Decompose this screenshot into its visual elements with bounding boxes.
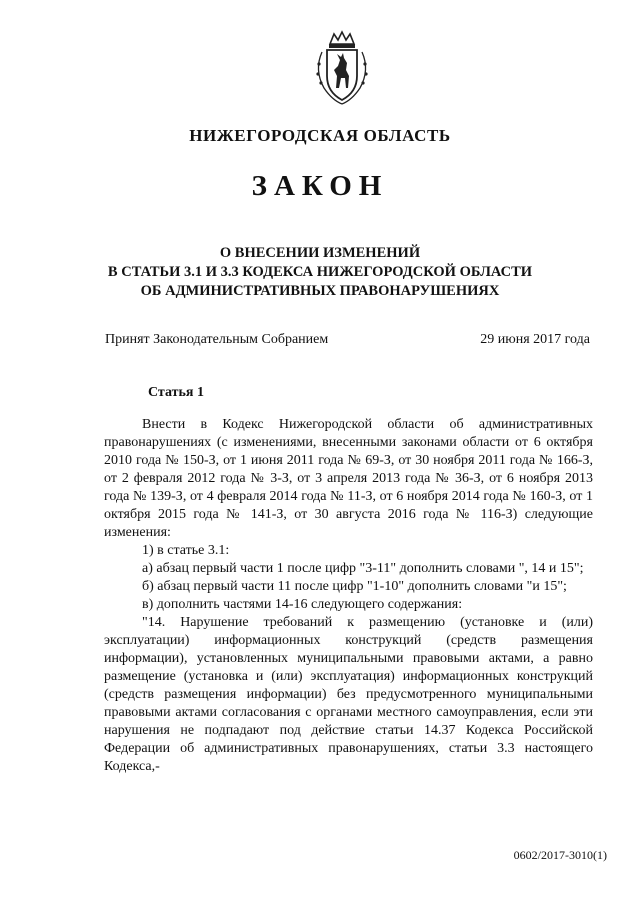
document-number: 0602/2017-3010(1) bbox=[513, 848, 607, 862]
paragraph: 1) в статье 3.1: bbox=[142, 543, 230, 558]
paragraph: Внести в Кодекс Нижегородской области об административных правонарушениях (с изменениями, внесенными законами области от 6 октября 2010 года № 150-З, от 1 июня 2011 года № 69-З, от 30 ноября 2011 года № 166-З, от 2 февраля 2012 года № 3-З, от 3 апреля 2013 года № 36-З, от 6 ноября 2013 года № 139-З, от 4 февраля 2014 года № 11-З, от 6 ноября 2014 года № 160-З, от 1 октября 2015 года № 141-З, от 30 августа 2016 года № 116-З) следующие изменения: bbox=[104, 417, 593, 540]
law-title-line: О ВНЕСЕНИИ ИЗМЕНЕНИЙ bbox=[219, 245, 421, 261]
law-title-line: ОБ АДМИНИСТРАТИВНЫХ ПРАВОНАРУШЕНИЯХ bbox=[140, 283, 500, 299]
law-title-line: В СТАТЬИ 3.1 И 3.3 КОДЕКСА НИЖЕГОРОДСКОЙ ОБЛАСТИ bbox=[107, 264, 533, 280]
paragraph: а) абзац первый части 1 после цифр "3-11" дополнить словами ", 14 и 15"; bbox=[142, 561, 584, 576]
adoption-text: Принят Законодательным Собранием bbox=[105, 332, 329, 347]
paragraph: "14. Нарушение требований к размещению (установке и (или) эксплуатации) информационных конструкций (средств размещения информации), установленных муниципальными правовыми актами, а равно размещение (установка и (или) эксплуатация) информационных конструкций (средств размещения информации) без предусмотренного муниципальными правовыми актами согласования с органами местного самоуправления, если эти нарушения не подпадают под действие статьи 14.37 Кодекса Российской Федерации об административных правонарушениях, статьи 3.3 настоящего Кодекса,- bbox=[104, 615, 593, 774]
paragraph: в) дополнить частями 14-16 следующего содержания: bbox=[142, 597, 463, 612]
paragraph: б) абзац первый части 11 после цифр "1-10" дополнить словами "и 15"; bbox=[142, 579, 567, 594]
adoption-date: 29 июня 2017 года bbox=[480, 332, 590, 347]
region-heading: НИЖЕГОРОДСКАЯ ОБЛАСТЬ bbox=[189, 126, 451, 145]
law-title bbox=[0, 244, 640, 301]
article-body bbox=[104, 416, 593, 776]
article-heading: Статья 1 bbox=[148, 385, 204, 400]
document-type-heading: ЗАКОН bbox=[251, 170, 389, 202]
coat-of-arms-icon bbox=[310, 30, 374, 106]
